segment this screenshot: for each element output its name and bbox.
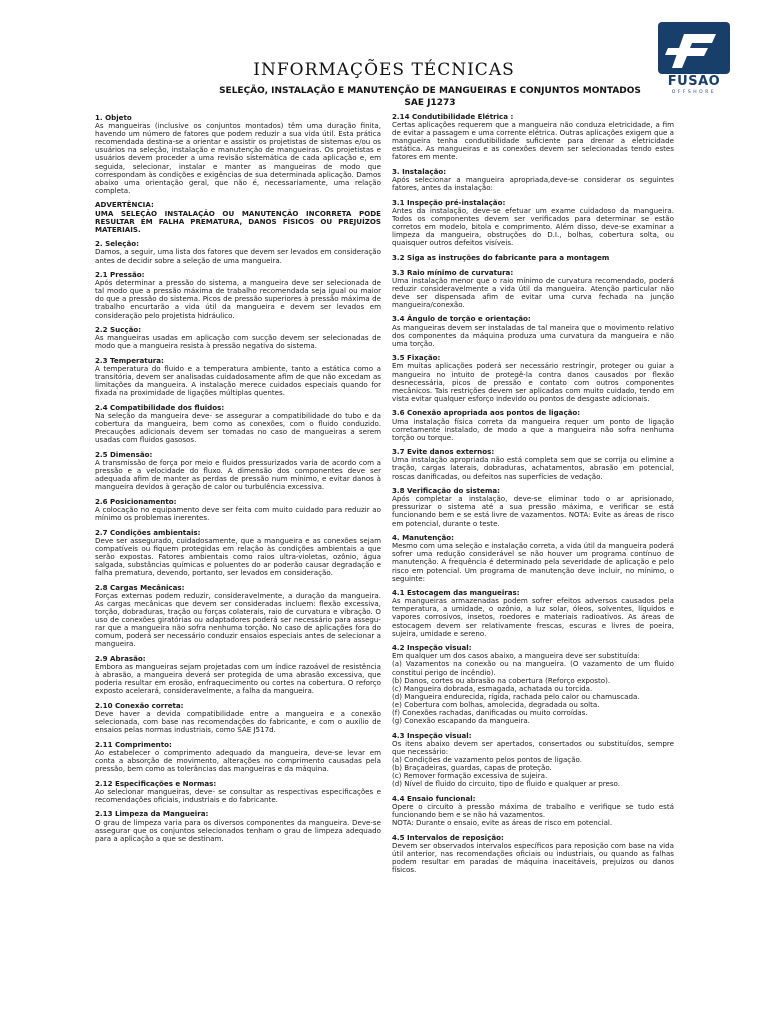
section: [392, 834, 674, 874]
section-heading: 4.2 Inspeção visual:: [392, 643, 472, 653]
section-heading: 2.14 Condutibilidade Elétrica :: [392, 112, 514, 121]
section-text: Mesmo com uma seleção e instalação correta, a vida útil da mangueira poderá sofrer uma redução considerável se não houver um programa contínuo de manutenção. A frequência é determinado pela severidade de aplicação e pelo risco em potencial. Um programa de manutenção deve incluir, no mínimo, o seguinte:: [392, 541, 674, 583]
section-text: Após selecionar a mangueira apropriada,deve-se considerar os seguintes fatores, antes da instalação:: [392, 175, 674, 193]
section-text: Uma instalação apropriada não está completa sem que se corrija ou elimine a tração, cargas laterais, dobraduras, achatamentos, abrasão em potencial, roscas danificadas, ou defeitos nas superfícies de vedação.: [392, 455, 674, 481]
section: [95, 451, 381, 491]
section-text: NOTA: Durante o ensaio, evite as áreas de risco em potencial.: [392, 818, 613, 828]
section-heading: 2.8 Cargas Mecânicas:: [95, 582, 185, 592]
section: [95, 498, 381, 522]
section: [95, 810, 381, 842]
section: [95, 655, 381, 695]
section-text: As mangueiras (inclusive os conjuntos montados) têm uma duração finita, havendo um número de fatores que podem reduzir a sua vida útil. Esta prática recomendada destina-se a orientar e assistir os projetistas de sistemas e/ou os usuários na seleção, instalação e manutenção de mangueiras. Os projetistas e usuários devem proceder a uma revisão sistemática de cada aplicação e, em seguida, selecionar, instalar e manter as mangueiras de modo que correspondam às condições e exigências de sua determinada aplicação. Damos abaixo uma orientação geral, que não é, necessariamente, uma relação completa.: [95, 121, 381, 195]
section-text: Em muitas aplicações poderá ser necessário restringir, proteger ou guiar a mangueira no intuito de protegê-la contra danos causados por flexão desnecessária, picos de pressão e contato com outros componentes mecânicos. Tais restrições devem ser aplicadas com muito cuidado, tendo em vista evitar qualquer esforço indevido ou pontos de desgaste adicionais.: [392, 361, 674, 403]
section-heading: 2.12 Especificações e Normas:: [95, 778, 217, 788]
section-text: Forças externas podem reduzir, consideravelmente, a duração da mangueira. As cargas mecânicas que devem ser consideradas incluem: flexão excessiva, torção, dobraduras, tração ou forças colaterais, raio de curvatura e vibração. O uso de conexões giratórias ou adaptadores poderá ser necessário para assegu- rar que a mangueira não sofra nenhuma torção. No caso de aplicações fora do comum, poderá ser necessário conduzir ensaios especiais antes de selecionar a mangueira.: [95, 590, 381, 649]
section-text: Em qualquer um dos casos abaixo, a mangueira deve ser substituída:: [392, 651, 640, 661]
section-heading: 2.2 Sucção:: [95, 325, 142, 335]
section-text: (b) Danos, cortes ou abrasão na cobertura (Reforço exposto).: [392, 675, 611, 685]
section: [392, 269, 674, 309]
section-text: As mangueiras usadas em aplicação com sucção devem ser selecionadas de modo que a mangueira resista à pressão negativa do sistema.: [95, 333, 381, 351]
section: [95, 702, 381, 734]
section: [392, 732, 674, 789]
section-text: Damos, a seguir, uma lista dos fatores que devem ser levados em consideração antes de decidir sobre a seleção de uma mangueira.: [95, 247, 381, 265]
section-text: (b) Braçadeiras, guardas, capas de proteção.: [392, 763, 552, 773]
section-text: Ao selecionar mangueiras, deve- se consultar as respectivas especificações e recomendações oficiais, industriais e do fabricante.: [95, 786, 381, 804]
section: [392, 448, 674, 480]
page-subtitle: [110, 85, 750, 109]
section-text: (d) Nível de fluido do circuito, tipo de fluido e qualquer ar preso.: [392, 779, 621, 789]
section-text: (d) Mangueira endurecida, rígida, rachada pelo calor ou chamuscada.: [392, 691, 640, 701]
section: [392, 199, 674, 248]
section-text: (a) Vazamentos na conexão ou na mangueira. (O vazamento de um fluido constitui perigo de incêndio).: [392, 659, 674, 677]
section: [95, 357, 381, 397]
section: [95, 240, 381, 264]
section-text: As mangueiras armazenadas podem sofrer efeitos adversos causados pela temperatura, a umidade, o ozônio, a luz solar, óleos, solventes, líquidos e vapores corrosivos, insetos, roedores e materiais radioativos. As áreas de estocagem devem ser relativamente frescas, escuras e livres de poeira, sujeira, umidade e sereno.: [392, 596, 674, 638]
section-heading: 2. Seleção:: [95, 239, 139, 249]
subtitle-line-2: SAE J1273: [404, 98, 456, 108]
section-heading: 3.4 Ângulo de torção e orientação:: [392, 314, 531, 324]
section: [95, 741, 381, 773]
section-heading: 3.2 Siga as instruções do fabricante para a montagem: [392, 252, 610, 262]
section-heading: 1. Objeto: [95, 113, 132, 122]
section-text: A colocação no equipamento deve ser feita com muito cuidado para reduzir ao mínimo os problemas inerentes.: [95, 504, 381, 523]
section: [392, 795, 674, 827]
section-heading: 3.6 Conexão apropriada aos pontos de ligação:: [392, 408, 581, 418]
section-heading: 3.3 Raio mínimo de curvatura:: [392, 267, 514, 277]
section: [95, 114, 381, 195]
section-heading: 2.3 Temperatura:: [95, 355, 164, 365]
section-text: Uma instalação menor que o raio mínimo de curvatura recomendado, poderá reduzir consideravelmente a vida útil da mangueira. Atenção particular não deve ser dispensada afim de evitar uma curva fechada na junção mangueira/conexão.: [392, 275, 674, 309]
section-text: UMA SELEÇÃO INSTALAÇÃO OU MANUTENÇÃO INCORRETA PODE RESULTAR EM FALHA PREMATURA, DANOS FÍSICOS OU PREJUÍZOS MATERIAIS.: [95, 208, 381, 234]
section-text: Os itens abaixo devem ser apertados, consertados ou substituídos, sempre que necessário:: [392, 738, 674, 756]
section-text: Deve haver a devida compatibilidade entre a mangueira e a conexão selecionada, com base nas recomendações do fabricante, e com o auxílio de ensaios pelas normas industriais, como SAE J517d.: [95, 709, 381, 735]
page-title: INFORMAÇÕES TÉCNICAS: [253, 60, 515, 80]
section-text: Antes da instalação, deve-se efetuar um exame cuidadoso da mangueira. Todos os componentes devem ser verificados para determinar se estão corretos em modelo, bitola e comprimento. Além disso, deve-se examinar a limpeza da mangueira, obstruções do D.I., bolhas, cobertura solta, ou quaisquer outros defeitos visíveis.: [392, 205, 674, 248]
logo-name: FUSAO: [667, 74, 721, 89]
section-text: O grau de limpeza varia para os diversos componentes da mangueira. Deve-se assegurar que os conjuntos selecionados tenham o grau de limpeza adequado para a aplicação a que se destinam.: [95, 817, 381, 843]
section-text: Na seleção da mangueira deve- se assegurar a compatibilidade do tubo e da cobertura da mangueira, bem como as conexões, com o fluido conduzido. Precauções adicionais devem ser tomadas no caso de mangueiras a serem usadas com fluidos gasosos.: [95, 411, 381, 445]
section: [392, 409, 674, 441]
section-heading: 4.5 Intervalos de reposição:: [392, 832, 504, 842]
section-heading: 4. Manutenção:: [392, 533, 455, 543]
section-text: Após determinar a pressão do sistema, a mangueira deve ser selecionada de tal modo que a pressão máxima de trabalho recomendada seja igual ou maior do que a pressão do sistema. Picos de pressão superiores à pressão máxima de trabalho encurtarão a vida útil da mangueira e devem ser levados em consideração pelo projetista hidráulico.: [95, 278, 381, 320]
section: [392, 487, 674, 527]
section: [95, 404, 381, 444]
section-text: Embora as mangueiras sejam projetadas com um índice razoável de resistência à abrasão, a mangueira deverá ser protegida de uma abrasão excessiva, que poderia resultar em erosão, enfraquecimento ou cortes na cobertura. O reforço exposto acelerará, consideravelmente, a falha da mangueira.: [95, 662, 381, 696]
section: [392, 534, 674, 583]
section-text: A transmissão de força por meio e fluidos pressurizados varia de acordo com a pressão e a velocidade do fluxo. A dimensão dos componentes deve ser adequada afim de manter as perdas de pressão num mínimo, e evitar danos à mangueira devidos à geração de calor ou turbulência excessiva.: [95, 457, 381, 492]
section-text: (f) Conexões rachadas, danificadas ou muito corroídas.: [392, 708, 588, 717]
section-heading: 2.11 Comprimento:: [95, 739, 172, 749]
section: [95, 326, 381, 350]
section-heading: 4.1 Estocagem das mangueiras:: [392, 588, 520, 598]
subtitle-line-1: SELEÇÃO, INSTALAÇÃO E MANUTENÇÃO DE MANGUEIRAS E CONJUNTOS MONTADOS: [219, 86, 641, 96]
section-heading: 3.5 Fixação:: [392, 353, 441, 363]
section-text: Devem ser observados intervalos específicos para reposição com base na vida útil anterior, nas recomendações oficiais ou industriais, ou quando as falhas podem resultar em paradas de máquina inaceitáveis, prejuízos ou danos físicos.: [392, 840, 674, 875]
section-text: (c) Remover formação excessiva de sujeira.: [392, 771, 548, 781]
section: [392, 315, 674, 347]
section-heading: 2.6 Posicionamento:: [95, 496, 177, 506]
section-text: (e) Cobertura com bolhas, amolecida, degradada ou solta.: [392, 699, 600, 709]
section: [95, 201, 381, 233]
section: [95, 529, 381, 578]
left-column: [95, 114, 381, 849]
section: [95, 584, 381, 649]
section-text: Opere o circuito à pressão máxima de trabalho e verifique se tudo está funcionando bem e se não há vazamentos.: [392, 801, 674, 820]
section: [392, 589, 674, 638]
section-heading: ADVERTÊNCIA:: [95, 200, 154, 210]
section-heading: 3. Instalação:: [392, 167, 447, 177]
section-text: (g) Conexão escapando da mangueira.: [392, 716, 530, 726]
section-heading: 4.3 Inspeção visual:: [392, 730, 472, 740]
section: [392, 168, 674, 192]
section-text: (a) Condições de vazamento pelos pontos de ligação.: [392, 754, 583, 764]
section: [392, 254, 674, 262]
section-text: As mangueiras devem ser instaladas de tal maneira que o movimento relativo dos componentes da máquina produza uma curvatura da mangueira e não uma torção.: [392, 322, 674, 348]
section-text: Uma instalação física correta da mangueira requer um ponto de ligação corretamente instalado, de modo a que a mangueira não sofra nenhuma torção ou torque.: [392, 416, 674, 442]
section-heading: 2.9 Abrasão:: [95, 653, 146, 663]
section-text: Certas aplicações requerem que a mangueira não conduza eletricidade, a fim de evitar a passagem e uma corrente elétrica. Outras aplicações exigem que a mangueira tenha condutibilidade suficiente para drenar a eletricidade estática. As mangueiras e as conexões devem ser selecionadas tendo estes fatores em mente.: [392, 120, 674, 162]
right-column: [392, 113, 674, 881]
section-heading: 2.5 Dimensão:: [95, 449, 153, 459]
section-text: Deve ser assegurado, cuidadosamente, que a mangueira e as conexões sejam compatíveis ou fiquem protegidas em relação às condições ambientais a que serão expostas. Fatores ambientais como raios ultra-violetas, ozônio, água salgada, substâncias químicas e poluentes do ar poderão causar degradação e falha prematura, devendo, portanto, ser levados em consideração.: [95, 535, 381, 578]
section-heading: 4.4 Ensaio funcional:: [392, 793, 476, 803]
section-heading: 2.13 Limpeza da Mangueira:: [95, 809, 209, 819]
section-heading: 2.10 Conexão correta:: [95, 700, 184, 710]
logo-tagline: OFFSHORE: [671, 90, 717, 95]
section-heading: 3.8 Verificação do sistema:: [392, 486, 500, 496]
section-text: Ao estabelecer o comprimento adequado da mangueira, deve-se levar em conta a absorção de movimento, alterações no comprimento causadas pela pressão, bem como as tolerâncias das mangueiras e da máquina.: [95, 747, 381, 774]
section: [392, 113, 674, 162]
section-text: Após completar a instalação, deve-se eliminar todo o ar aprisionado, pressurizar o sistema até a sua pressão máxima, e verificar se está funcionando bem e se está livre de vazamentos. NOTA: Evite as áreas de risco em potencial, durante o teste.: [392, 494, 674, 528]
section: [392, 644, 674, 725]
section: [95, 271, 381, 320]
section: [392, 354, 674, 403]
section-heading: 3.1 Inspeção pré-instalação:: [392, 197, 506, 207]
section-heading: 2.7 Condições ambientais:: [95, 527, 201, 537]
section-heading: 2.1 Pressão:: [95, 270, 145, 280]
section-heading: 3.7 Evite danos externos:: [392, 447, 495, 457]
section-heading: 2.4 Compatibilidade dos fluidos:: [95, 402, 225, 412]
section-text: A temperatura do fluido e a temperatura ambiente, tanto a estática como a transitória, devem ser analisadas cuidadosamente afim de que não excedam as limitações da mangueira. A instalação merece cuidados especiais quando for fixada na proximidade de ligações múltiplas quentes.: [95, 364, 381, 398]
section: [95, 780, 381, 804]
section-text: (c) Mangueira dobrada, esmagada, achatada ou torcida.: [392, 683, 593, 693]
